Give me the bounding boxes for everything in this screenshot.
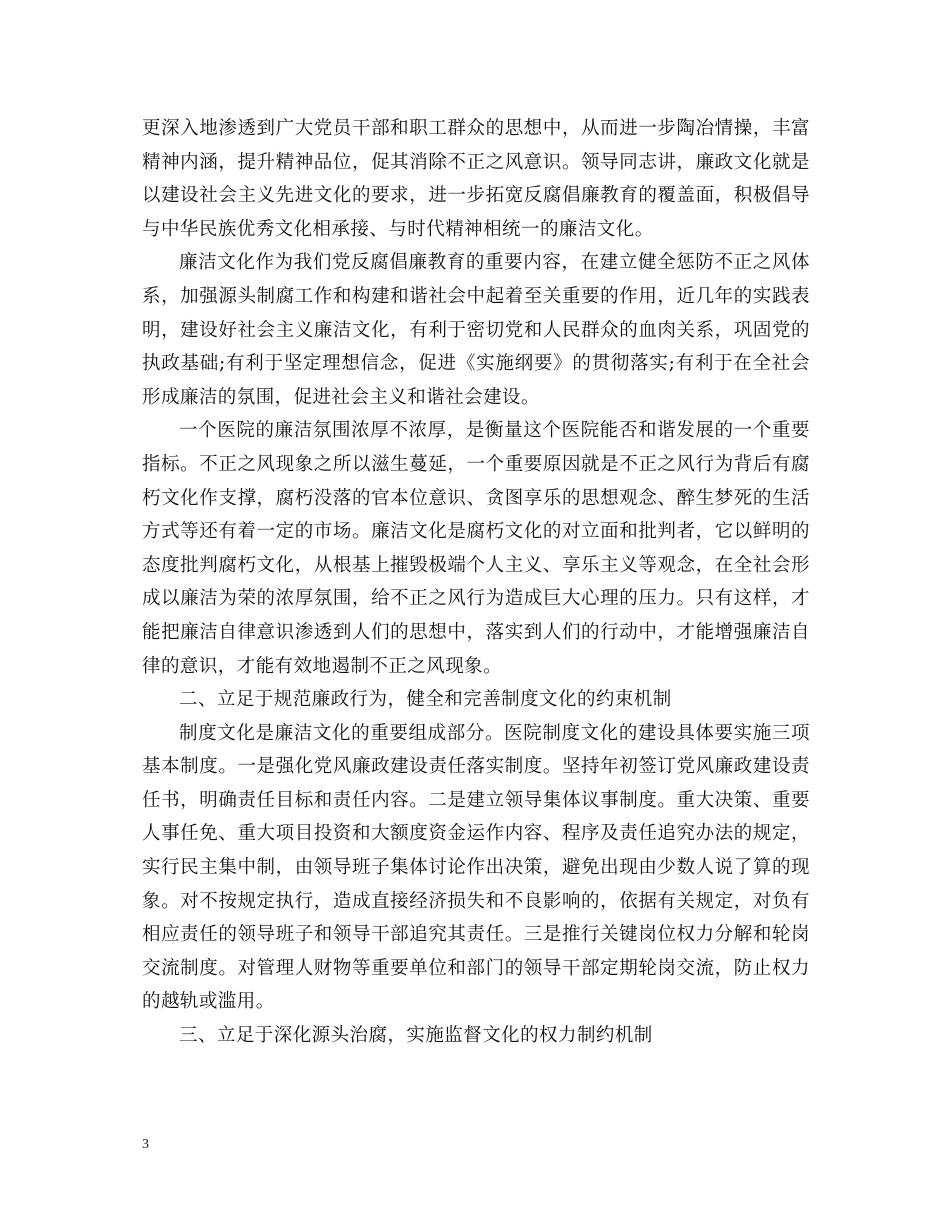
paragraph-institutional-culture: 制度文化是廉洁文化的重要组成部分。医院制度文化的建设具体要实施三项基本制度。一是强化党风廉政建设责任落实制度。坚持年初签订党风廉政建设责任书，明确责任目标和责任内容。二是建立领导集体议事制度。重大决策、重要人事任免、重大项目投资和大额度资金运作内容、程序及责任追究办法的规定，实行民主集中制，由领导班子集体讨论作出决策，避免出现由少数人说了算的现象。对不按规定执行，造成直接经济损失和不良影响的，依据有关规定，对负有相应责任的领导班子和领导干部追究其责任。三是推行关键岗位权力分解和轮岗交流制度。对管理人财物等重要单位和部门的领导干部定期轮岗交流，防止权力的越轨或滥用。 xyxy=(142,722,810,1013)
document-body xyxy=(142,112,810,1053)
paragraph-hospital-integrity-atmosphere: 一个医院的廉洁氛围浓厚不浓厚，是衡量这个医院能否和谐发展的一个重要指标。不正之风现象之所以滋生蔓延，一个重要原因就是不正之风行为背后有腐朽文化作支撑，腐朽没落的官本位意识、贪图享乐的思想观念、醉生梦死的生活方式等还有着一定的市场。廉洁文化是腐朽文化的对立面和批判者，它以鲜明的态度批判腐朽文化，从根基上摧毁极端个人主义、享乐主义等观念，在全社会形成以廉洁为荣的浓厚氛围，给不正之风行为造成巨大心理的压力。只有这样，才能把廉洁自律意识渗透到人们的思想中，落实到人们的行动中，才能增强廉洁自律的意识，才能有效地遏制不正之风现象。 xyxy=(142,420,810,677)
section-heading-2: 二、立足于规范廉政行为，健全和完善制度文化的约束机制 xyxy=(179,689,672,711)
section-heading-3: 三、立足于深化源头治腐，实施监督文化的权力制约机制 xyxy=(179,1025,653,1047)
paragraph-integrity-culture-role: 廉洁文化作为我们党反腐倡廉教育的重要内容，在建立健全惩防不正之风体系，加强源头制腐工作和构建和谐社会中起着至关重要的作用，近几年的实践表明，建设好社会主义廉洁文化，有利于密切党和人民群众的血肉关系，巩固党的执政基础;有利于坚定理想信念，促进《实施纲要》的贯彻落实;有利于在全社会形成廉洁的氛围，促进社会主义和谐社会建设。 xyxy=(142,252,810,408)
paragraph-continuation: 更深入地渗透到广大党员干部和职工群众的思想中，从而进一步陶冶情操，丰富精神内涵，提升精神品位，促其消除不正之风意识。领导同志讲，廉政文化就是以建设社会主义先进文化的要求，进一步拓宽反腐倡廉教育的覆盖面，积极倡导与中华民族优秀文化相承接、与时代精神相统一的廉洁文化。 xyxy=(142,118,810,240)
page-number: 3 xyxy=(142,1137,149,1152)
